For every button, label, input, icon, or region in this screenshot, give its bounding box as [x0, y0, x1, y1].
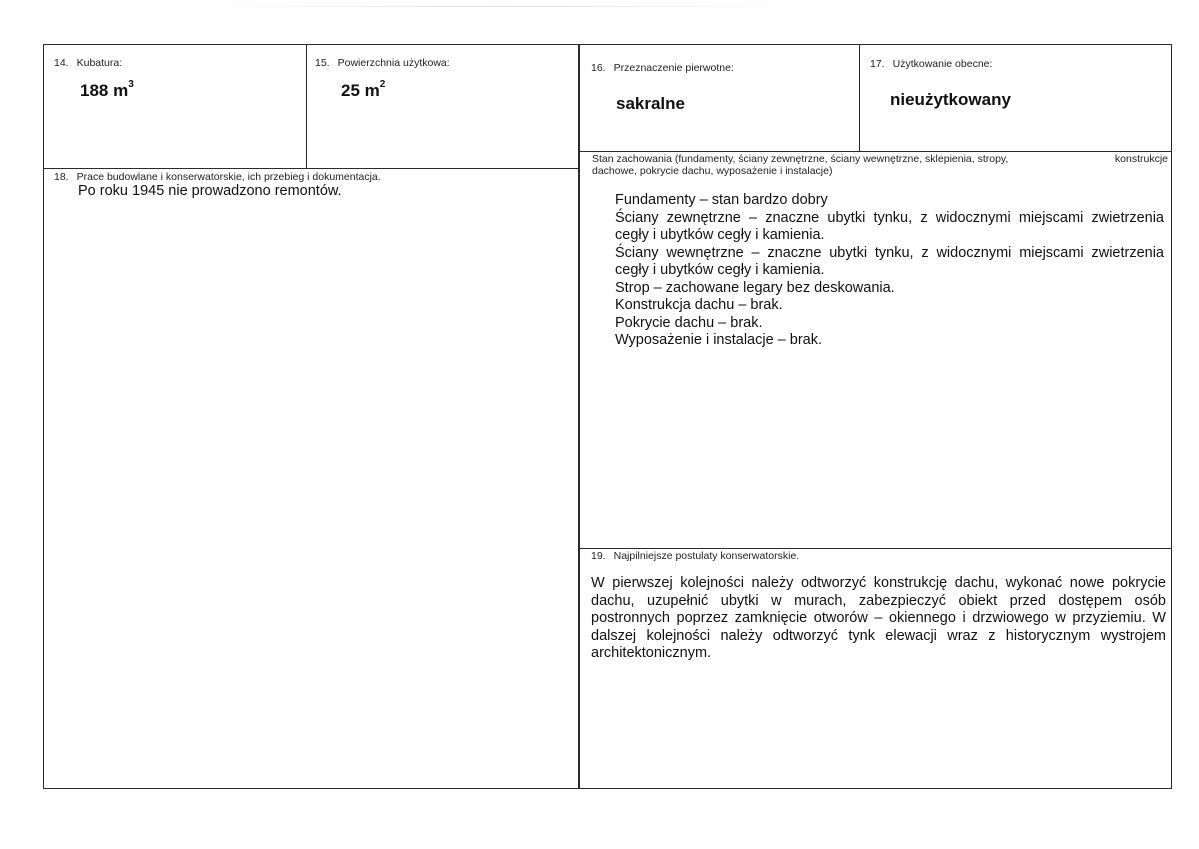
- condition-item: Ściany zewnętrzne – znaczne ubytki tynku, z widocznymi miejscami zwietrzenia cegły i ubytków cegły i kamienia.: [615, 209, 1164, 243]
- field-17-label: 17. Użytkowanie obecne:: [870, 58, 993, 70]
- condition-item: Strop – zachowane legary bez deskowania.: [615, 279, 895, 296]
- field-16-label: 16. Przeznaczenie pierwotne:: [591, 62, 734, 74]
- condition-label-end: konstrukcje: [1114, 153, 1168, 165]
- field-18: [54, 171, 574, 201]
- field-16: [591, 62, 856, 114]
- condition-list: [615, 192, 1164, 350]
- condition-item: Pokrycie dachu – brak.: [615, 314, 763, 331]
- divider-main-vertical: [578, 45, 580, 788]
- condition-section: [592, 153, 1168, 177]
- divider-row1-right: [579, 151, 1171, 152]
- condition-label-line2: dachowe, pokrycie dachu, wyposażenie i instalacje): [592, 165, 833, 177]
- field-15-value: 25 $m^2$: [341, 79, 386, 100]
- condition-item: Konstrukcja dachu – brak.: [615, 297, 783, 313]
- field-15: [315, 57, 575, 101]
- condition-item: Fundamenty – stan bardzo dobry: [615, 192, 828, 208]
- field-19: [591, 550, 1166, 663]
- field-16-value: sakralne: [616, 94, 685, 113]
- divider-14-15: [306, 45, 307, 168]
- condition-item: Ściany wewnętrzne – znaczne ubytki tynku, z widocznymi miejscami zwietrzenia cegły i ubytków cegły i kamienia.: [615, 244, 1164, 278]
- field-14-label: 14. Kubatura:: [54, 57, 123, 69]
- scan-artifact: [200, 6, 800, 7]
- divider-16-17: [859, 45, 860, 151]
- condition-label-line1: Stan zachowania (fundamenty, ściany zewnętrzne, ściany wewnętrzne, sklepienia, stropy, konstrukcje: [592, 153, 1168, 165]
- field-18-label: 18. Prace budowlane i konserwatorskie, ich przebieg i dokumentacja.: [54, 171, 381, 183]
- field-18-text: Po roku 1945 nie prowadzono remontów.: [78, 183, 342, 199]
- form-frame: [43, 44, 1172, 789]
- field-19-label: 19. Najpilniejsze postulaty konserwatorskie.: [591, 550, 800, 562]
- divider-row1-left: [44, 168, 579, 169]
- divider-above-19: [579, 548, 1171, 549]
- condition-item: Wyposażenie i instalacje – brak.: [615, 332, 823, 348]
- field-19-text: W pierwszej kolejności należy odtworzyć konstrukcję dachu, wykonać nowe pokrycie dachu, uzupełnić ubytki w murach, zabezpieczyć obiekt przed dostępem osób postronnych poprzez zamknięcie otworów – okiennego i drzwiowego w przyziemiu. W dalszej kolejności należy odtworzyć tynk elewacji wraz z historycznym wystrojem architektonicznym.: [591, 575, 1166, 661]
- field-14: [54, 57, 299, 101]
- field-17: [870, 58, 1165, 110]
- field-15-label: 15. Powierzchnia użytkowa:: [315, 57, 450, 69]
- field-17-value: nieużytkowany: [890, 90, 1011, 109]
- field-14-value: 188 $m^3$: [80, 79, 134, 100]
